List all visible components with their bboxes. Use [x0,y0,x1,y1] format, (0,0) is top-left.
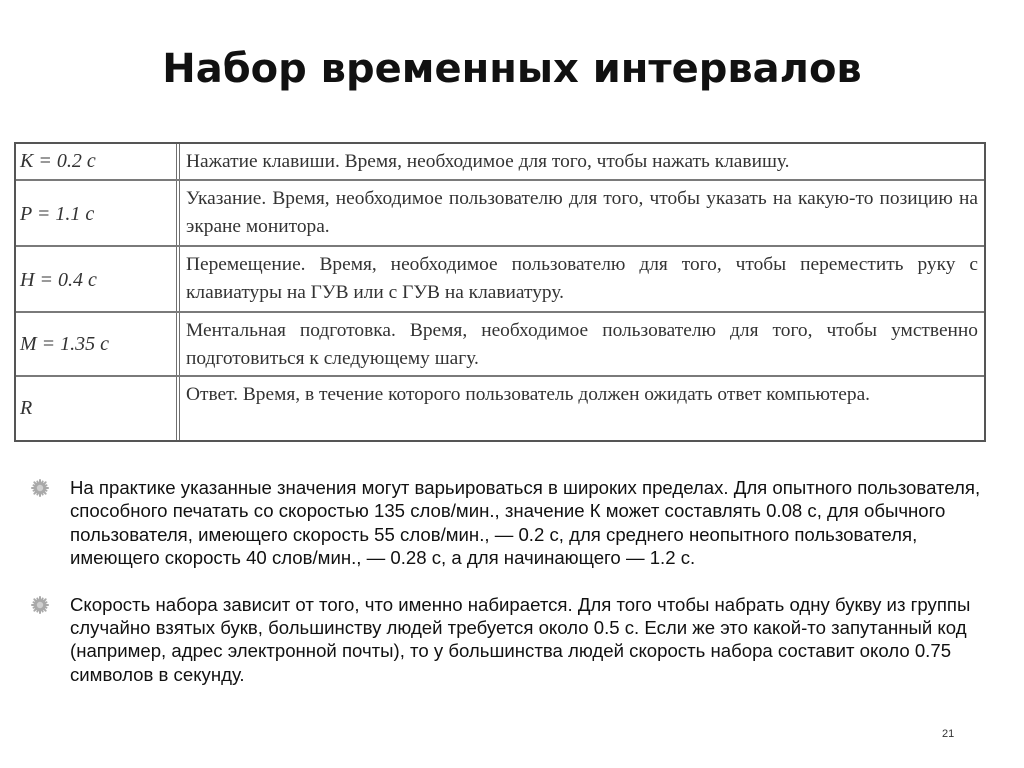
description-cell: Ментальная подготовка. Время, необходимое пользователю для того, чтобы умственно подготовиться к следующему шагу. [186,320,978,369]
bullet-item [28,476,1000,570]
slide-title: Набор временных интервалов [162,46,862,92]
table-row [16,247,984,313]
bullet-item [28,593,1000,687]
bullet-list [28,476,1000,686]
page-number: 21 [942,728,955,740]
param-cell: M = 1.35 c [16,313,180,375]
table-row [16,313,984,377]
bullet-text: Скорость набора зависит от того, что именно набирается. Для того чтобы набрать одну букву из группы случайно взятых букв, большинству людей требуется около 0.5 с. Если же это какой-то запутанный код (например, адрес электронной почты), то у большинства людей скорость набора составит около 0.75 символов в секунду. [70,593,971,685]
description-cell: Ответ. Время, в течение которого пользователь должен ожидать ответ компьютера. [186,384,871,405]
table-row [16,377,984,440]
param-cell: K = 0.2 c [16,144,180,179]
bullet-text: На практике указанные значения могут варьироваться в широких пределах. Для опытного пользователя, способного печатать со скоростью 135 слов/мин., значение К может составлять 0.08 с, для обычного пользователя, имеющего скорость 55 слов/мин., — 0.2 с, для среднего неопытного пользователя, имеющего скорость 40 слов/мин., — 0.28 с, а для начинающего — 1.2 с. [70,477,981,569]
description-cell: Перемещение. Время, необходимое пользователю для того, чтобы переместить руку с клавиатуры на ГУВ или с ГУВ на клавиатуру. [186,254,978,303]
param-cell: P = 1.1 c [16,181,180,245]
param-cell: H = 0.4 c [16,247,180,311]
description-cell: Указание. Время, необходимое пользователю для того, чтобы указать на какую-то позицию на экране монитора. [186,188,978,237]
gear-bullet-icon [30,478,50,498]
intervals-table [14,142,986,442]
param-cell: R [16,377,180,440]
gear-bullet-icon [30,595,50,615]
description-cell: Нажатие клавиши. Время, необходимое для того, чтобы нажать клавишу. [186,151,790,172]
table-row [16,144,984,181]
table-row [16,181,984,247]
